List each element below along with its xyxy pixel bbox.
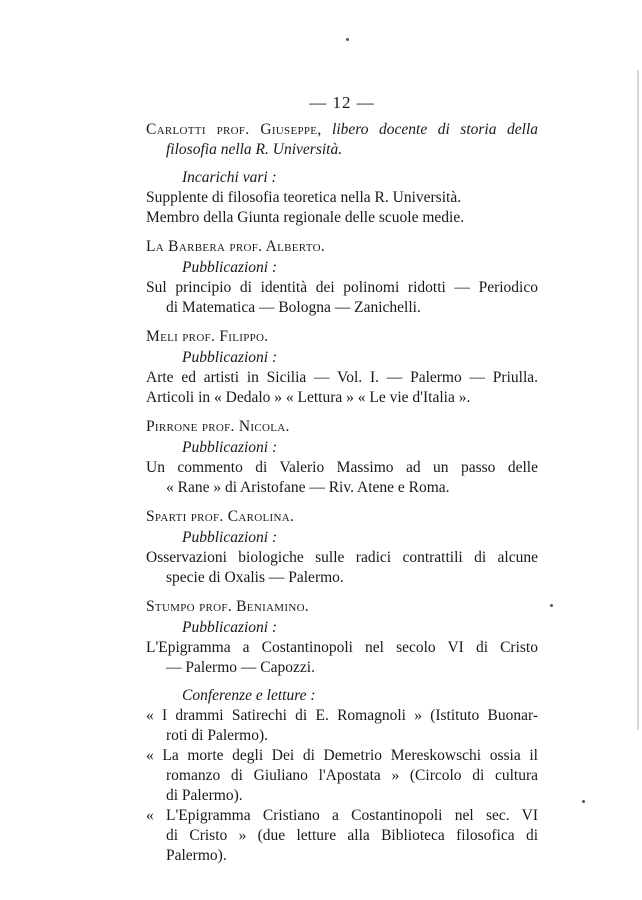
paper-speck bbox=[550, 604, 553, 607]
section-item: Sul principio di identità dei polinomi ridotti — Periodico bbox=[146, 279, 538, 296]
lecture-item: « L'Epigramma Cristiano a Costantinopoli nel sec. VI bbox=[146, 807, 538, 824]
section-heading: Pubblicazioni : bbox=[182, 619, 278, 636]
entry-name: Stumpo prof. Beniamino. bbox=[146, 598, 309, 615]
entry-name: Carlotti prof. Giuseppe, bbox=[146, 121, 322, 138]
entry-name: Meli prof. Filippo. bbox=[146, 328, 269, 345]
section-heading: Pubblicazioni : bbox=[182, 529, 278, 546]
page-edge-shadow bbox=[637, 70, 639, 730]
section-item: Un commento di Valerio Massimo ad un passo delle bbox=[146, 459, 538, 476]
section-item: Articoli in « Dedalo » « Lettura » « Le vie d'Italia ». bbox=[146, 389, 471, 406]
section-item: Arte ed artisti in Sicilia — Vol. I. — Palermo — Priulla. bbox=[146, 369, 538, 386]
entry-sparti bbox=[146, 507, 538, 588]
entry-name: La Barbera prof. Alberto. bbox=[146, 238, 326, 255]
lecture-item-cont: di Cristo » (due letture alla Biblioteca filosofica di bbox=[166, 827, 538, 844]
entry-meli bbox=[146, 327, 538, 408]
entry-description: libero docente di storia della bbox=[332, 121, 538, 138]
lecture-item: « La morte degli Dei di Demetrio Mereskowschi ossia il bbox=[146, 747, 538, 764]
entry-la-barbera bbox=[146, 237, 538, 318]
section-item-cont: specie di Oxalis — Palermo. bbox=[166, 569, 344, 586]
section-heading: Pubblicazioni : bbox=[182, 259, 278, 276]
section-heading: Pubblicazioni : bbox=[182, 439, 278, 456]
entry-pirrone bbox=[146, 417, 538, 498]
lecture-item-cont: di Palermo). bbox=[166, 787, 243, 804]
page-number: — 12 — bbox=[309, 93, 375, 112]
section-item-cont: di Matematica — Bologna — Zanichelli. bbox=[166, 299, 421, 316]
section-item-cont: — Palermo — Capozzi. bbox=[166, 659, 315, 676]
section-item: Supplente di filosofia teoretica nella R. Università. bbox=[146, 189, 462, 206]
entry-carlotti bbox=[146, 120, 538, 228]
section-heading: Incarichi vari : bbox=[182, 169, 277, 186]
lecture-item: « I drammi Satirechi di E. Romagnoli » (Istituto Buonar- bbox=[146, 707, 538, 724]
entry-name: Sparti prof. Carolina. bbox=[146, 508, 295, 525]
section-heading: Conferenze e letture : bbox=[182, 687, 316, 704]
entry-heading-line bbox=[146, 120, 538, 140]
lecture-item-cont: Palermo). bbox=[166, 847, 227, 864]
document-body bbox=[146, 120, 538, 866]
paper-speck bbox=[582, 800, 585, 803]
paper-speck bbox=[346, 38, 349, 41]
entry-stumpo bbox=[146, 597, 538, 866]
lecture-item-cont: romanzo di Giuliano l'Apostata » (Circolo di cultura bbox=[166, 767, 538, 784]
entry-description-cont: filosofia nella R. Università. bbox=[166, 141, 343, 158]
entry-name: Pirrone prof. Nicola. bbox=[146, 418, 290, 435]
section-item: L'Epigramma a Costantinopoli nel secolo VI di Cristo bbox=[146, 639, 538, 656]
section-item-cont: « Rane » di Aristofane — Riv. Atene e Roma. bbox=[166, 479, 450, 496]
section-heading: Pubblicazioni : bbox=[182, 349, 278, 366]
section-item: Osservazioni biologiche sulle radici contrattili di alcune bbox=[146, 549, 538, 566]
section-item: Membro della Giunta regionale delle scuole medie. bbox=[146, 209, 465, 226]
lecture-item-cont: roti di Palermo). bbox=[166, 727, 269, 744]
